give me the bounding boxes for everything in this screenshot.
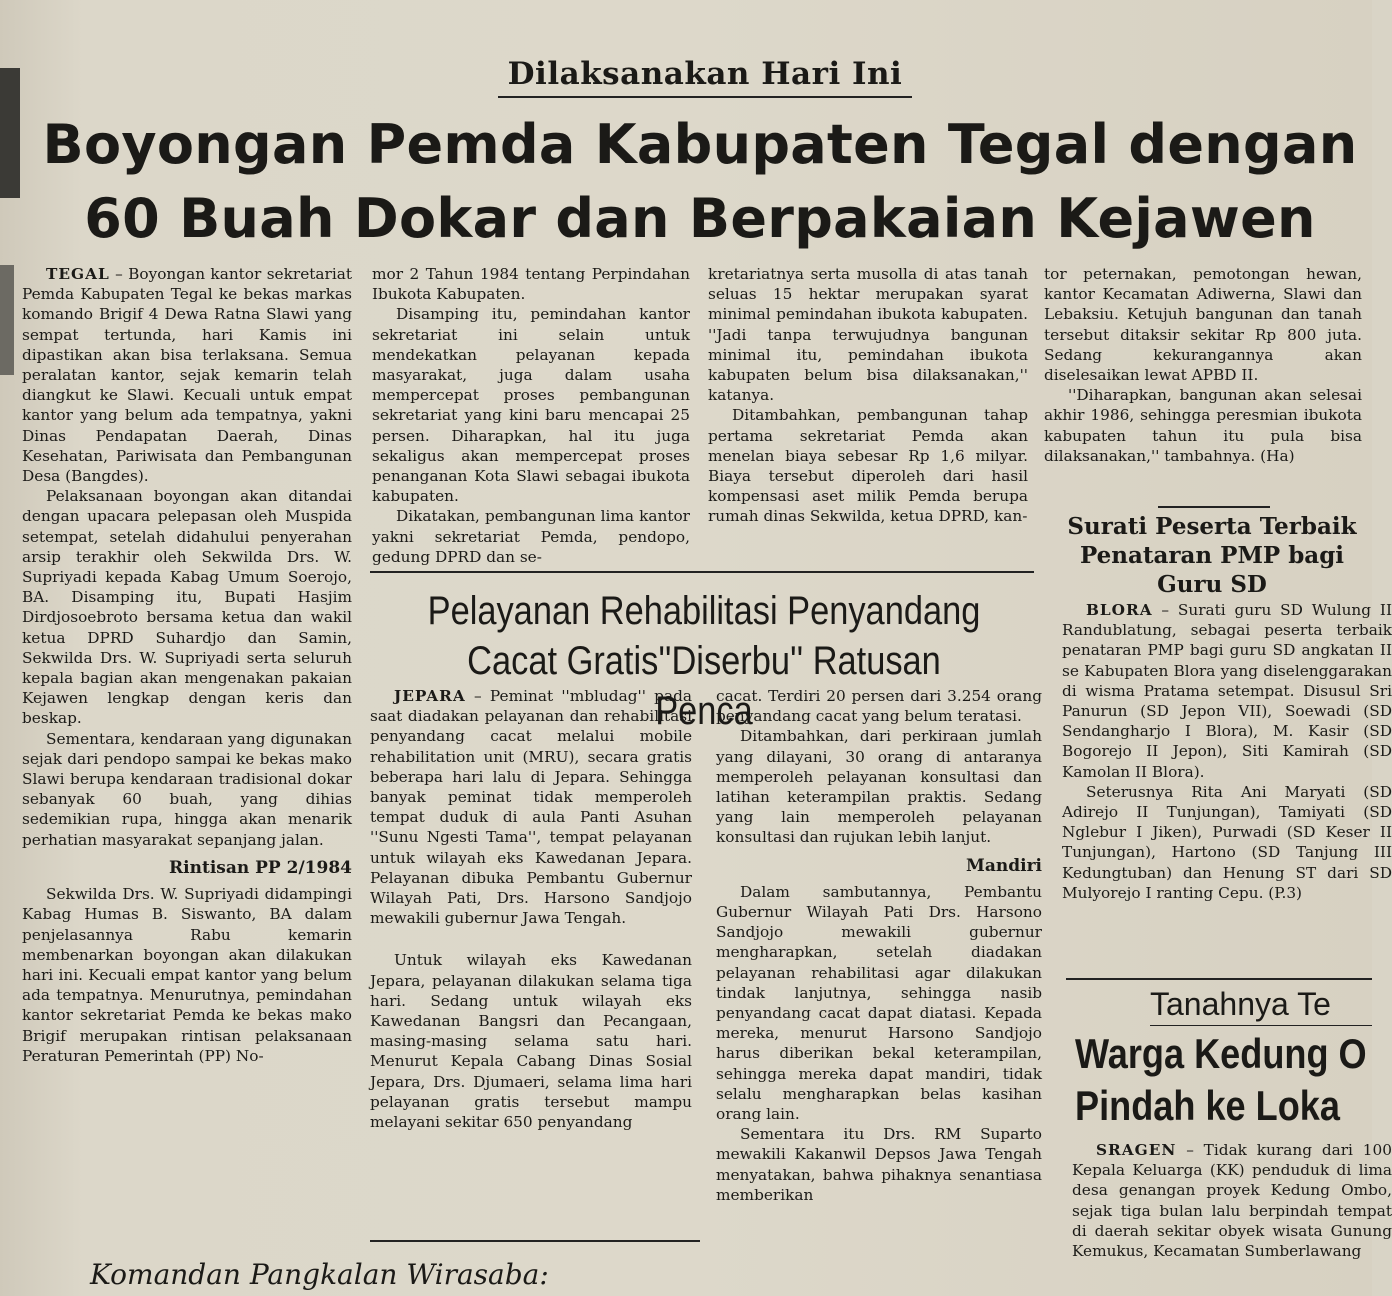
article-column-4 [1044,264,1362,466]
dateline: TEGAL [46,265,110,283]
paragraph: – Boyongan kantor sekretariat Pemda Kabupaten Tegal ke bekas markas komando Brigif 4 Dewa Ratna Slawi yang sempat tertunda, hari Kamis ini dipastikan akan bisa terlaksana. Semua peralatan kantor, sejak kemarin telah diangkut ke Slawi. Kecuali untuk empat kantor yang belum ada tempatnya, yakni Dinas Pendapatan Daerah, Dinas Kesehatan, Pariwisata dan Pembangunan Desa (Bangdes). [22,265,352,486]
paragraph: cacat. Terdiri 20 persen dari 3.254 orang penyandang cacat yang belum teratasi. [716,687,1042,726]
section-rule [1158,506,1270,508]
paragraph: Pelaksanaan boyongan akan ditandai dengan upacara pelepasan oleh Muspida setempat, setelah didahului penyerahan arsip terakhir oleh Sekwilda Drs. W. Supriyadi kepada Kabag Umum Soerojo, BA. Disamping itu, Bupati Hasjim Dirdjosoebroto bersama ketua dan wakil ketua DPRD Suhardjo dan Samin, Sekwilda Drs. W. Supriyadi serta seluruh kepala bagian akan mengenakan pakaian Kejawen lengkap dengan keris dan beskap. [22,487,352,728]
page-edge-mark [0,68,20,198]
paragraph: Seterusnya Rita Ani Maryati (SD Adirejo II Tunjungan), Tamiyati (SD Nglebur I Jiken), Purwadi (SD Keser II Tunjungan), Hartono (SD Tanjung III Kedungtuban) dan Henung ST dari SD Mulyorejo I ranting Cepu. (P.3) [1062,782,1392,902]
article4-kicker: Tanahnya Te [1150,986,1331,1022]
article3-headline: Surati Peserta Terbaik Penataran PMP bagi Guru SD [1067,513,1357,598]
dateline: SRAGEN [1096,1141,1177,1159]
subheading: Mandiri [966,855,1042,876]
paragraph: Dalam sambutannya, Pembantu Gubernur Wilayah Pati Drs. Harsono Sandjojo mewakili gubernur mengharapkan, setelah diadakan pelayanan rehabilitasi agar dilakukan tindak lanjutnya, sehingga nasib penyandang cacat dapat diatasi. Kepada mereka, menurut Harsono Sandjojo harus diberikan bekal keterampilan, sehingga mereka dapat mandiri, tidak selalu mengharapkan belas kasihan orang lain. [716,882,1042,1124]
paragraph: Disamping itu, pemindahan kantor sekretariat ini selain untuk mendekatkan pelayanan kepada masyarakat, juga dalam usaha mempercepat proses pembangunan sekretariat yang kini baru mencapai 25 persen. Diharapkan, hal itu juga sekaligus akan mempercepat proses penanganan Kota Slawi sebagai ibukota kabupaten. [372,305,690,506]
paragraph: Untuk wilayah eks Kawedanan Jepara, pelayanan dilakukan selama tiga hari. Sedang untuk wilayah eks Kawedanan Bangsri dan Pecangaan, masing-masing selama satu hari. Menurut Kepala Cabang Dinas Sosial Jepara, Drs. Djumaeri, selama lima hari pelayanan gratis tersebut mampu melayani sekitar 650 penyandang [370,951,692,1132]
headline-line: 60 Buah Dokar dan Berpakaian Kejawen [84,187,1316,250]
article-kicker: Dilaksanakan Hari Ini [498,56,912,98]
paragraph: kretariatnya serta musolla di atas tanah seluas 15 hektar merupakan syarat minimal pemindahan ibukota kabupaten. ''Jadi tanpa terwujudnya bangunan minimal itu, pemindahan ibukota kabupaten belum bisa dilaksanakan,'' katanya. [708,265,1028,405]
kicker-rule [1150,1025,1372,1026]
paragraph: ''Diharapkan, bangunan akan selesai akhir 1986, sehingga peresmian ibukota kabupaten tahun itu pula bisa dilaksanakan,'' tambahnya. (Ha) [1044,386,1362,465]
headline-line: Boyongan Pemda Kabupaten Tegal dengan [42,113,1358,176]
headline-line: Cacat Gratis''Diserbu'' Ratusan Penca [467,639,941,733]
article-column-2 [372,264,690,567]
paragraph: – Surati guru SD Wulung II Randublatung, sebagai peserta terbaik penataran PMP bagi guru SD angkatan II se Kabupaten Blora yang diselenggarakan di wisma Pratama setempat. Disusul Sri Panurun (SD Jepon VII), Soewadi (SD Sendangharjo I Blora), M. Kasir (SD Bogorejo II Jepon), Siti Kamirah (SD Kamolan II Blora). [1062,601,1392,781]
article3-column [1062,600,1392,972]
dateline: JEPARA [394,687,466,705]
paragraph: Sementara, kendaraan yang digunakan sejak dari pendopo sampai ke bekas mako Slawi berupa kendaraan tradisional dokar sebanyak 60 buah, yang dihias sedemikian rupa, hingga akan menarik perhatian masyarakat sepanjang jalan. [22,729,352,849]
article-column-3 [708,264,1028,527]
section-rule [1066,978,1372,980]
article-column-1 [22,264,352,1066]
paragraph: tor peternakan, pemotongan hewan, kantor Kecamatan Adiwerna, Slawi dan Lebaksiu. Ketujuh bangunan dan tanah tersebut ditaksir sekitar Rp 800 juta. Sedang kekurangannya akan diselesaikan lewat APBD II. [1044,265,1362,385]
headline-line: Pelayanan Rehabilitasi Penyandang [427,589,981,633]
paragraph: Sementara itu Drs. RM Suparto mewakili Kakanwil Depsos Jawa Tengah menyatakan, bahwa pihaknya senantiasa memberikan [716,1125,1042,1204]
article2-column-1 [370,686,692,1132]
section-rule [370,1240,700,1242]
dateline: BLORA [1086,601,1153,619]
article2-column-2 [716,686,1042,1278]
paragraph: Sekwilda Drs. W. Supriyadi didampingi Kabag Humas B. Siswanto, BA dalam penjelasannya Rabu kemarin membenarkan boyongan akan dilakukan hari ini. Kecuali empat kantor yang belum ada tempatnya. Menurutnya, pemindahan kantor sekretariat Pemda ke bekas mako Brigif merupakan rintisan pelaksanaan Peraturan Pemerintah (PP) No- [22,885,352,1065]
page-edge-mark [0,265,14,375]
section-rule [370,571,1034,573]
paragraph: Ditambahkan, dari perkiraan jumlah yang dilayani, 30 orang di antaranya memperoleh pelayanan konsultasi dan latihan keterampilan praktis. Sedang yang lain memperoleh pelayanan konsultasi dan rujukan lebih lanjut. [716,727,1042,847]
paragraph: Dikatakan, pembangunan lima kantor yakni sekretariat Pemda, pendopo, gedung DPRD dan se- [372,507,690,566]
subheading: Rintisan PP 2/1984 [169,857,352,878]
article4-column [1072,1140,1392,1280]
paragraph: – Tidak kurang dari 100 Kepala Keluarga (KK) penduduk di lima desa genangan proyek Kedung Ombo, sejak tiga bulan lalu berpindah tempat di daerah sekitar obyek wisata Gunung Kemukus, Kecamatan Sumberlawang [1072,1141,1392,1261]
paragraph: – Peminat ''mbludag'' pada saat diadakan pelayanan dan rehabilitasi penyandang cacat melalui mobile rehabilitation unit (MRU), secara gratis beberapa hari lalu di Jepara. Sehingga banyak peminat tidak memperoleh tempat duduk di aula Panti Asuhan ''Sunu Ngesti Tama'', tempat pelayanan untuk wilayah eks Kawedanan Jepara. Pelayanan dibuka Pembantu Gubernur Wilayah Pati, Drs. Harsono Sandjojo mewakili gubernur Jawa Tengah. [370,687,692,928]
main-headline [40,108,1360,256]
headline-line: Warga Kedung O [1075,1030,1367,1077]
paragraph: Ditambahkan, pembangunan tahap pertama sekretariat Pemda akan menelan biaya sebesar Rp 1,6 milyar. Biaya tersebut diperoleh dari hasil kompensasi aset milik Pemda berupa rumah dinas Sekwilda, ketua DPRD, kan- [708,406,1028,526]
cut-headline: Komandan Pangkalan Wirasaba: [90,1258,549,1291]
article4-headline [1075,1028,1367,1132]
headline-line: Pindah ke Loka [1075,1082,1340,1129]
paragraph: mor 2 Tahun 1984 tentang Perpindahan Ibukota Kabupaten. [372,265,690,304]
